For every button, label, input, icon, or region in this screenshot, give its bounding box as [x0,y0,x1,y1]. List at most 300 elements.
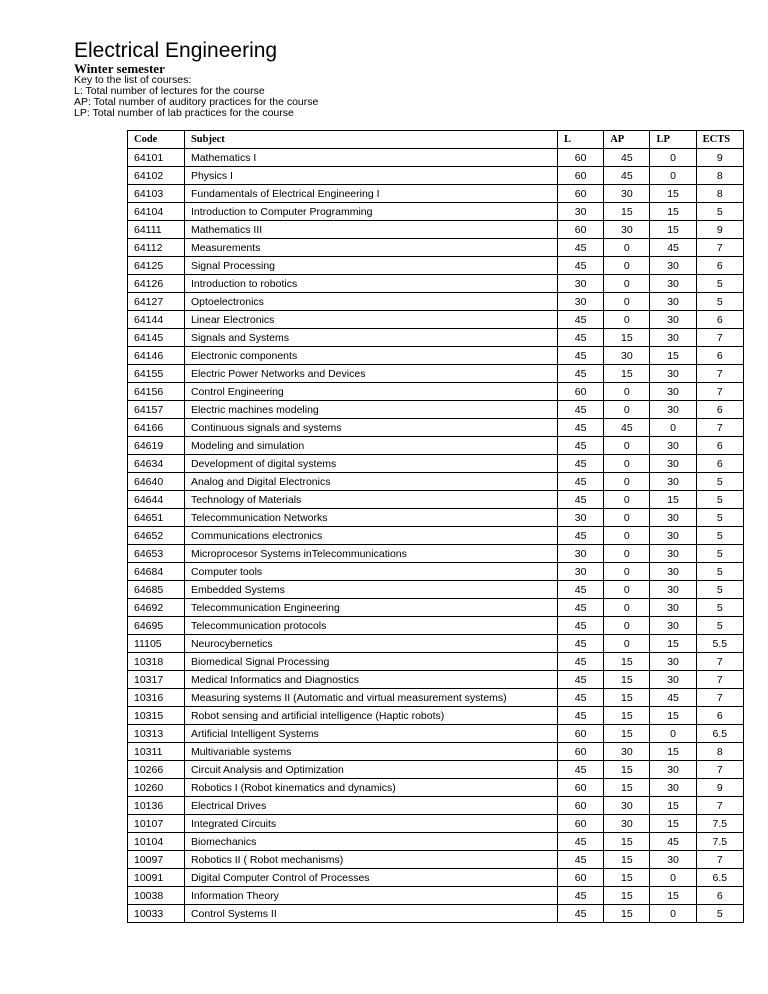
semester-heading: Winter semester [74,61,165,76]
table-row [128,545,744,563]
table-row [128,383,744,401]
auditory-cell: 0 [604,455,650,473]
auditory-cell: 15 [604,203,650,221]
col-header-l: L [558,131,604,149]
lectures-cell: 60 [558,725,604,743]
subject-cell: Physics I [184,167,557,185]
lab-cell: 45 [650,833,696,851]
auditory-cell: 0 [604,599,650,617]
ects-cell: 7 [696,671,743,689]
auditory-cell: 0 [604,491,650,509]
lectures-cell: 45 [558,707,604,725]
lectures-cell: 45 [558,833,604,851]
lab-cell: 15 [650,491,696,509]
auditory-cell: 0 [604,581,650,599]
auditory-cell: 15 [604,833,650,851]
table-row [128,563,744,581]
lectures-cell: 45 [558,365,604,383]
table-row [128,167,744,185]
subject-cell: Signals and Systems [184,329,557,347]
auditory-cell: 30 [604,797,650,815]
lectures-cell: 45 [558,239,604,257]
lab-cell: 15 [650,887,696,905]
auditory-cell: 15 [604,725,650,743]
subject-cell: Measurements [184,239,557,257]
table-row [128,779,744,797]
table-row [128,653,744,671]
table-row [128,329,744,347]
lectures-cell: 30 [558,293,604,311]
lectures-cell: 45 [558,329,604,347]
col-header-ap: AP [604,131,650,149]
ects-cell: 9 [696,779,743,797]
auditory-cell: 0 [604,293,650,311]
ects-cell: 6.5 [696,725,743,743]
col-header-lp: LP [650,131,696,149]
lectures-cell: 45 [558,491,604,509]
lab-cell: 30 [650,293,696,311]
key-lab: LP: Total number of lab practices for the course [74,107,294,119]
auditory-cell: 30 [604,347,650,365]
lab-cell: 15 [650,635,696,653]
auditory-cell: 0 [604,437,650,455]
table-row [128,437,744,455]
subject-cell: Analog and Digital Electronics [184,473,557,491]
subject-cell: Communications electronics [184,527,557,545]
auditory-cell: 45 [604,419,650,437]
code-cell: 10107 [128,815,185,833]
auditory-cell: 0 [604,383,650,401]
auditory-cell: 0 [604,275,650,293]
subject-cell: Continuous signals and systems [184,419,557,437]
table-row [128,455,744,473]
lab-cell: 15 [650,797,696,815]
ects-cell: 6 [696,887,743,905]
auditory-cell: 15 [604,905,650,923]
lectures-cell: 30 [558,545,604,563]
code-cell: 64146 [128,347,185,365]
ects-cell: 5 [696,545,743,563]
code-cell: 64619 [128,437,185,455]
lab-cell: 30 [650,401,696,419]
table-row [128,599,744,617]
table-row [128,257,744,275]
code-cell: 64695 [128,617,185,635]
ects-cell: 7 [696,761,743,779]
col-header-code: Code [128,131,185,149]
lab-cell: 0 [650,869,696,887]
ects-cell: 7 [696,797,743,815]
course-key [74,75,318,119]
lab-cell: 30 [650,311,696,329]
ects-cell: 5 [696,905,743,923]
col-header-subject: Subject [184,131,557,149]
code-cell: 10136 [128,797,185,815]
subject-cell: Computer tools [184,563,557,581]
table-row [128,419,744,437]
auditory-cell: 15 [604,329,650,347]
code-cell: 10315 [128,707,185,725]
subject-cell: Biomedical Signal Processing [184,653,557,671]
lectures-cell: 30 [558,509,604,527]
table-row [128,617,744,635]
code-cell: 10104 [128,833,185,851]
code-cell: 10038 [128,887,185,905]
lectures-cell: 45 [558,401,604,419]
lectures-cell: 45 [558,689,604,707]
ects-cell: 6 [696,257,743,275]
code-cell: 10317 [128,671,185,689]
auditory-cell: 15 [604,689,650,707]
auditory-cell: 30 [604,185,650,203]
lab-cell: 30 [650,563,696,581]
lab-cell: 30 [650,599,696,617]
subject-cell: Development of digital systems [184,455,557,473]
subject-cell: Control Systems II [184,905,557,923]
lab-cell: 30 [650,617,696,635]
table-row [128,815,744,833]
subject-cell: Multivariable systems [184,743,557,761]
table-row [128,689,744,707]
code-cell: 64102 [128,167,185,185]
ects-cell: 7 [696,653,743,671]
lab-cell: 30 [650,257,696,275]
lab-cell: 30 [650,275,696,293]
subject-cell: Optoelectronics [184,293,557,311]
key-auditory: AP: Total number of auditory practices for the course [74,96,319,108]
code-cell: 10097 [128,851,185,869]
table-row [128,869,744,887]
lectures-cell: 60 [558,743,604,761]
ects-cell: 8 [696,743,743,761]
ects-cell: 5 [696,509,743,527]
code-cell: 64156 [128,383,185,401]
table-row [128,851,744,869]
lab-cell: 0 [650,149,696,167]
key-lectures: L: Total number of lectures for the course [74,85,265,97]
subject-cell: Telecommunication protocols [184,617,557,635]
code-cell: 64155 [128,365,185,383]
lectures-cell: 60 [558,779,604,797]
auditory-cell: 15 [604,851,650,869]
courses-body [128,149,744,923]
subject-cell: Telecommunication Networks [184,509,557,527]
ects-cell: 5 [696,599,743,617]
code-cell: 10313 [128,725,185,743]
ects-cell: 6 [696,401,743,419]
subject-cell: Information Theory [184,887,557,905]
auditory-cell: 0 [604,239,650,257]
lectures-cell: 45 [558,851,604,869]
lectures-cell: 45 [558,761,604,779]
lab-cell: 0 [650,905,696,923]
ects-cell: 7 [696,383,743,401]
code-cell: 64103 [128,185,185,203]
auditory-cell: 0 [604,257,650,275]
code-cell: 64684 [128,563,185,581]
lab-cell: 30 [650,761,696,779]
table-row [128,887,744,905]
code-cell: 64644 [128,491,185,509]
subject-cell: Mathematics I [184,149,557,167]
lab-cell: 0 [650,725,696,743]
lectures-cell: 45 [558,617,604,635]
lectures-cell: 45 [558,581,604,599]
lab-cell: 30 [650,671,696,689]
table-row [128,275,744,293]
subject-cell: Control Engineering [184,383,557,401]
code-cell: 64653 [128,545,185,563]
lab-cell: 15 [650,185,696,203]
lectures-cell: 30 [558,563,604,581]
auditory-cell: 15 [604,779,650,797]
table-row [128,527,744,545]
table-row [128,581,744,599]
subject-cell: Robot sensing and artificial intelligence (Haptic robots) [184,707,557,725]
auditory-cell: 15 [604,653,650,671]
lectures-cell: 45 [558,527,604,545]
subject-cell: Biomechanics [184,833,557,851]
ects-cell: 7 [696,365,743,383]
subject-cell: Linear Electronics [184,311,557,329]
table-row [128,185,744,203]
lectures-cell: 45 [558,599,604,617]
lab-cell: 30 [650,653,696,671]
lectures-cell: 45 [558,347,604,365]
subject-cell: Technology of Materials [184,491,557,509]
code-cell: 64101 [128,149,185,167]
subject-cell: Fundamentals of Electrical Engineering I [184,185,557,203]
ects-cell: 5 [696,275,743,293]
table-row [128,743,744,761]
lab-cell: 30 [650,509,696,527]
table-row [128,833,744,851]
code-cell: 64640 [128,473,185,491]
subject-cell: Embedded Systems [184,581,557,599]
table-row [128,203,744,221]
subject-cell: Microprocesor Systems inTelecommunications [184,545,557,563]
auditory-cell: 30 [604,743,650,761]
code-cell: 10318 [128,653,185,671]
subject-cell: Electronic components [184,347,557,365]
ects-cell: 7 [696,239,743,257]
auditory-cell: 45 [604,167,650,185]
code-cell: 64125 [128,257,185,275]
auditory-cell: 15 [604,869,650,887]
table-row [128,221,744,239]
ects-cell: 7.5 [696,815,743,833]
ects-cell: 6 [696,437,743,455]
lectures-cell: 45 [558,455,604,473]
auditory-cell: 15 [604,365,650,383]
code-cell: 64127 [128,293,185,311]
lectures-cell: 45 [558,257,604,275]
auditory-cell: 15 [604,707,650,725]
subject-cell: Mathematics III [184,221,557,239]
lectures-cell: 60 [558,383,604,401]
lectures-cell: 60 [558,185,604,203]
ects-cell: 6 [696,707,743,725]
auditory-cell: 0 [604,545,650,563]
lectures-cell: 45 [558,635,604,653]
lab-cell: 15 [650,203,696,221]
subject-cell: Integrated Circuits [184,815,557,833]
table-row [128,635,744,653]
code-cell: 64112 [128,239,185,257]
col-header-ects: ECTS [696,131,743,149]
auditory-cell: 0 [604,617,650,635]
subject-cell: Artificial Intelligent Systems [184,725,557,743]
ects-cell: 5 [696,527,743,545]
subject-cell: Electrical Drives [184,797,557,815]
table-row [128,293,744,311]
auditory-cell: 0 [604,401,650,419]
lab-cell: 0 [650,167,696,185]
lab-cell: 15 [650,221,696,239]
code-cell: 64111 [128,221,185,239]
subject-cell: Telecommunication Engineering [184,599,557,617]
code-cell: 64104 [128,203,185,221]
lab-cell: 15 [650,707,696,725]
table-row [128,311,744,329]
ects-cell: 8 [696,167,743,185]
lab-cell: 30 [650,383,696,401]
lab-cell: 15 [650,743,696,761]
table-row [128,707,744,725]
key-intro: Key to the list of courses: [74,74,192,86]
lab-cell: 15 [650,347,696,365]
ects-cell: 6.5 [696,869,743,887]
lab-cell: 30 [650,437,696,455]
ects-cell: 5 [696,491,743,509]
lab-cell: 30 [650,329,696,347]
code-cell: 10311 [128,743,185,761]
code-cell: 64157 [128,401,185,419]
subject-cell: Digital Computer Control of Processes [184,869,557,887]
subject-cell: Robotics II ( Robot mechanisms) [184,851,557,869]
subject-cell: Electric Power Networks and Devices [184,365,557,383]
subject-cell: Robotics I (Robot kinematics and dynamics) [184,779,557,797]
code-cell: 10266 [128,761,185,779]
lectures-cell: 60 [558,221,604,239]
table-row [128,725,744,743]
lab-cell: 30 [650,365,696,383]
auditory-cell: 30 [604,815,650,833]
subject-cell: Neurocybernetics [184,635,557,653]
page-title: Electrical Engineering [74,39,278,62]
table-row [128,671,744,689]
subject-cell: Signal Processing [184,257,557,275]
auditory-cell: 30 [604,221,650,239]
subject-cell: Modeling and simulation [184,437,557,455]
ects-cell: 6 [696,311,743,329]
code-cell: 64126 [128,275,185,293]
code-cell: 64652 [128,527,185,545]
lab-cell: 30 [650,545,696,563]
lab-cell: 45 [650,239,696,257]
table-row [128,509,744,527]
table-row [128,365,744,383]
subject-cell: Medical Informatics and Diagnostics [184,671,557,689]
lectures-cell: 60 [558,869,604,887]
table-row [128,797,744,815]
lab-cell: 30 [650,851,696,869]
lectures-cell: 45 [558,311,604,329]
ects-cell: 9 [696,221,743,239]
lab-cell: 45 [650,689,696,707]
auditory-cell: 0 [604,635,650,653]
auditory-cell: 0 [604,311,650,329]
table-row [128,149,744,167]
code-cell: 10260 [128,779,185,797]
subject-cell: Electric machines modeling [184,401,557,419]
ects-cell: 7 [696,329,743,347]
lectures-cell: 45 [558,653,604,671]
lab-cell: 30 [650,581,696,599]
table-row [128,761,744,779]
lectures-cell: 30 [558,203,604,221]
lectures-cell: 60 [558,797,604,815]
auditory-cell: 0 [604,509,650,527]
code-cell: 10091 [128,869,185,887]
ects-cell: 5.5 [696,635,743,653]
code-cell: 10316 [128,689,185,707]
lab-cell: 30 [650,473,696,491]
table-row [128,905,744,923]
lab-cell: 15 [650,815,696,833]
courses-table [127,130,744,923]
lectures-cell: 45 [558,437,604,455]
lectures-cell: 30 [558,275,604,293]
lectures-cell: 60 [558,815,604,833]
ects-cell: 7 [696,419,743,437]
code-cell: 64651 [128,509,185,527]
code-cell: 64685 [128,581,185,599]
auditory-cell: 15 [604,761,650,779]
table-row [128,347,744,365]
ects-cell: 6 [696,455,743,473]
code-cell: 64634 [128,455,185,473]
lab-cell: 0 [650,419,696,437]
ects-cell: 7 [696,851,743,869]
ects-cell: 7 [696,689,743,707]
code-cell: 64144 [128,311,185,329]
ects-cell: 5 [696,203,743,221]
ects-cell: 5 [696,581,743,599]
auditory-cell: 0 [604,473,650,491]
lectures-cell: 45 [558,905,604,923]
subject-cell: Introduction to robotics [184,275,557,293]
ects-cell: 5 [696,293,743,311]
lectures-cell: 45 [558,671,604,689]
lectures-cell: 45 [558,419,604,437]
table-row [128,401,744,419]
header-row [128,131,744,149]
auditory-cell: 45 [604,149,650,167]
subject-cell: Circuit Analysis and Optimization [184,761,557,779]
lab-cell: 30 [650,455,696,473]
ects-cell: 5 [696,473,743,491]
auditory-cell: 15 [604,671,650,689]
lab-cell: 30 [650,527,696,545]
ects-cell: 8 [696,185,743,203]
ects-cell: 5 [696,563,743,581]
auditory-cell: 0 [604,563,650,581]
ects-cell: 5 [696,617,743,635]
code-cell: 64145 [128,329,185,347]
lectures-cell: 45 [558,473,604,491]
code-cell: 64166 [128,419,185,437]
